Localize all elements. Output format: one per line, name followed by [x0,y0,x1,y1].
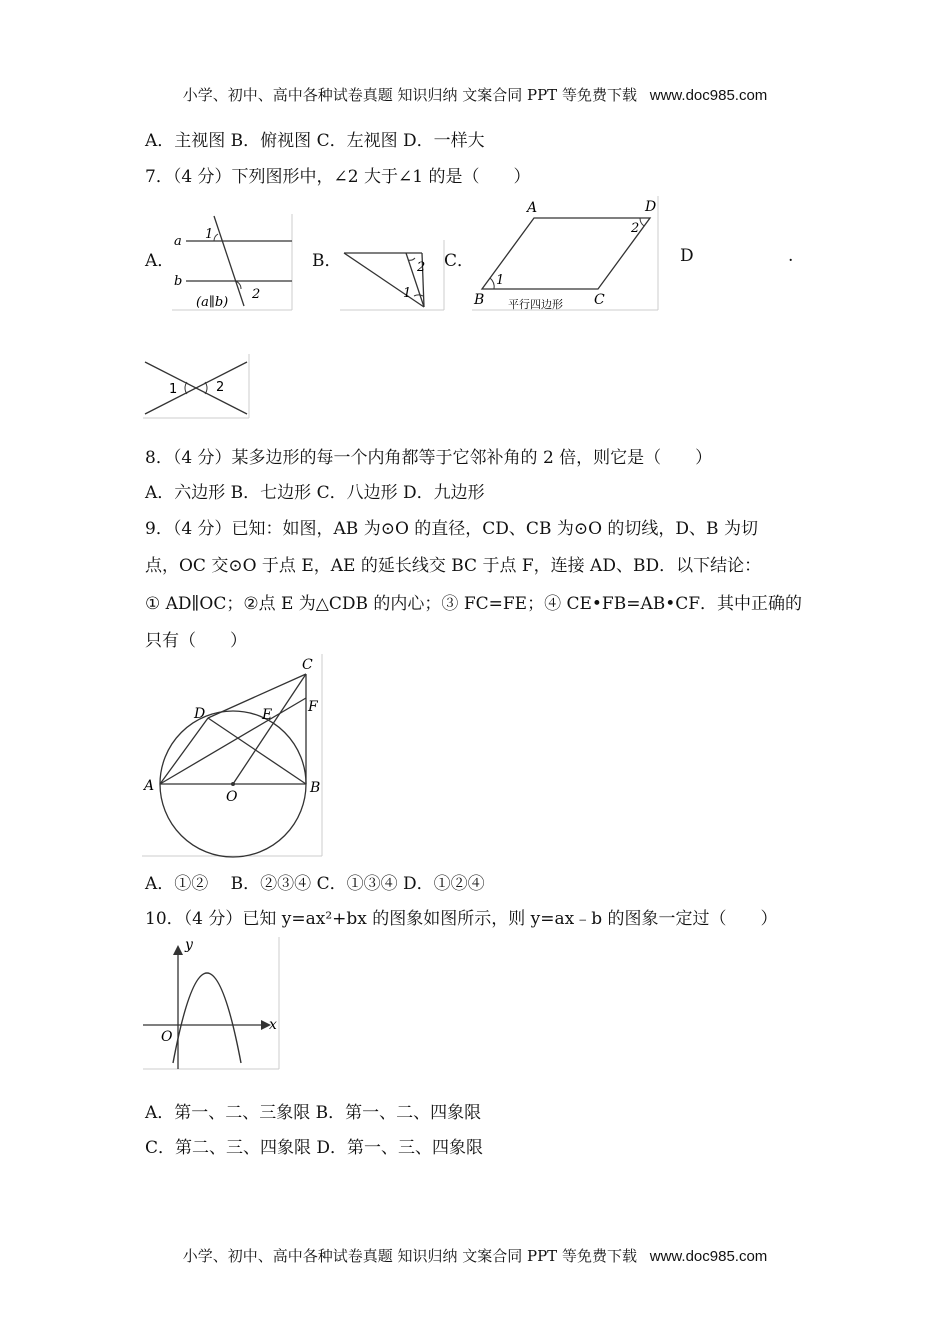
q9-circle-figure [142,652,324,858]
footer-text: 小学、初中、高中各种试卷真题 知识归纳 文案合同 PPT 等免费下载 [182,1247,637,1265]
angle-2-label: 2 [216,380,225,395]
footer-site-link[interactable]: www.doc985.com [649,1248,768,1265]
q10-options-row-2: C．第二、三、四象限 D．第一、三、四象限 [145,1138,484,1158]
q9-line-2: 点，OC 交⊙O 于点 E，AE 的延长线交 BC 于点 F，连接 AD、BD．以下结论： [145,556,762,576]
point-c-label: C [302,657,313,673]
point-o-label: O [226,789,238,805]
point-e-label: E [262,707,273,723]
q9-line-1: 9．（4 分）已知：如图，AB 为⊙O 的直径，CD、CB 为⊙O 的切线，D、B 为切 [145,519,758,539]
q10-options-row-1: A．第一、二、三象限 B．第一、二、四象限 [145,1103,482,1123]
q7-trailing-dot: . [788,246,794,266]
q10-parabola-figure [143,935,281,1071]
q7-figure-b [340,240,446,312]
header-text: 小学、初中、高中各种试卷真题 知识归纳 文案合同 PPT 等免费下载 [182,86,637,104]
origin-label: O [161,1029,173,1045]
page-header [0,84,950,105]
line-b-label: b [174,274,183,289]
q7-option-d-label: D [680,246,694,266]
point-b-label: B [310,780,321,796]
vertex-c-label: C [594,292,605,308]
q7-option-c-label: C． [444,251,475,271]
q7-stem: 7．（4 分）下列图形中，∠2 大于∠1 的是（ ） [145,167,531,187]
q7-figure-c [472,196,660,312]
q9-line-4: 只有（ ） [145,631,247,651]
q7-option-b-label: B． [312,251,342,271]
parallel-caption: (a∥b) [196,295,229,310]
angle-2-label: 2 [417,260,426,275]
angle-1-label: 1 [205,227,214,242]
y-axis-label: y [185,937,193,953]
angle-1-label: 1 [496,273,505,288]
angle-1-label: 1 [169,382,178,397]
point-f-label: F [308,699,318,715]
page-footer [0,1245,950,1266]
vertex-d-label: D [645,199,657,215]
q9-options: A．①② B．②③④ C．①③④ D．①②④ [145,874,485,894]
angle-2-label: 2 [252,287,261,302]
q10-stem: 10．（4 分）已知 y=ax²+bx 的图象如图所示，则 y=ax﹣b 的图象一定过（ ） [145,909,778,929]
header-site-link[interactable]: www.doc985.com [649,87,768,104]
parallelogram-caption: 平行四边形 [508,298,563,311]
q8-options: A．六边形 B．七边形 C．八边形 D．九边形 [145,483,485,503]
q6-options: A．主视图 B．俯视图 C．左视图 D．一样大 [145,131,485,151]
angle-1-label: 1 [403,286,412,301]
line-a-label: a [174,234,182,249]
q7-option-a-label: A． [145,251,175,271]
q9-line-3: ① AD∥OC；②点 E 为△CDB 的内心；③ FC=FE；④ CE•FB=AB•CF．其中正确的 [145,594,803,614]
vertex-a-label: A [527,200,538,216]
q7-figure-d [143,354,251,420]
q8-stem: 8．（4 分）某多边形的每一个内角都等于它邻补角的 2 倍，则它是（ ） [145,448,713,468]
point-a-label: A [144,778,155,794]
vertex-b-label: B [474,292,485,308]
angle-2-label: 2 [631,221,640,236]
q7-figure-a [172,214,294,312]
x-axis-label: x [269,1017,277,1033]
point-d-label: D [194,706,206,722]
